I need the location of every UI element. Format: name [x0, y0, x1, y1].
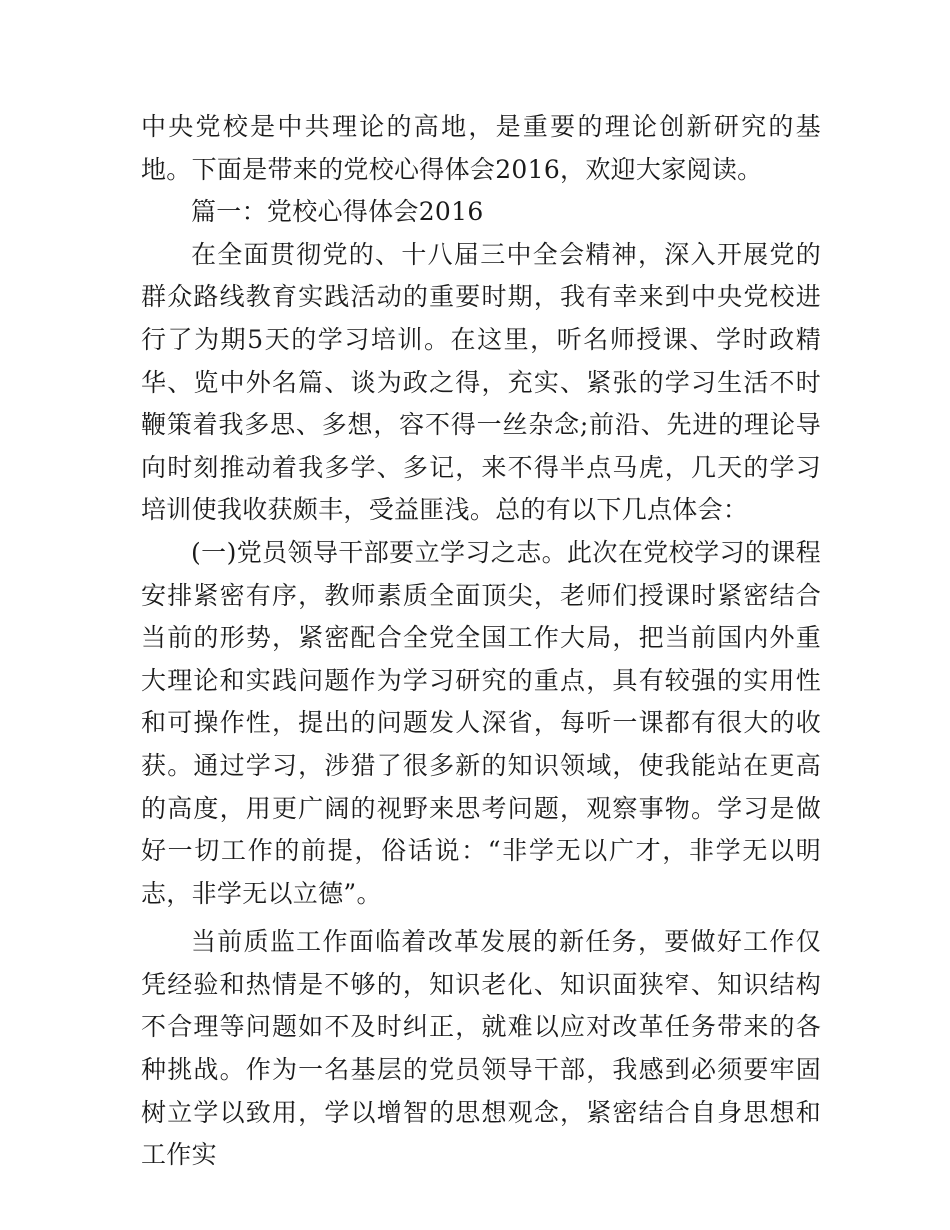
paragraph-section-heading: 篇一：党校心得体会2016 [191, 197, 484, 227]
paragraph-body: 在全面贯彻党的、十八届三中全会精神，深入开展党的群众路线教育实践活动的重要时期，我有幸来到中央党校进行了为期5天的学习培训。在这里，听名师授课、学时政精华、览中外名篇、谈为政之得，充实、紧张的学习生活不时鞭策着我多思、多想，容不得一丝杂念;前沿、先进的理论导向时刻推动着我多学、多记，来不得半点马虎，几天的学习培训使我收获颇丰，受益匪浅。总的有以下几点体会： [141, 239, 821, 525]
paragraph-point-one: (一)党员领导干部要立学习之志。此次在党校学习的课程安排紧密有序，教师素质全面顶尖，老师们授课时紧密结合当前的形势，紧密配合全党全国工作大局，把当前国内外重大理论和实践问题作为学习研究的重点，具有较强的实用性和可操作性，提出的问题发人深省，每听一课都有很大的收获。通过学习，涉猎了很多新的知识领域，使我能站在更高的高度，用更广阔的视野来思考问题，观察事物。学习是做好一切工作的前提，俗话说：“非学无以广才，非学无以明志，非学无以立德”。 [141, 537, 821, 908]
document-body [141, 106, 821, 1177]
paragraph-body: 当前质监工作面临着改革发展的新任务，要做好工作仅凭经验和热情是不够的，知识老化、知识面狭窄、知识结构不合理等问题如不及时纠正，就难以应对改革任务带来的各种挑战。作为一名基层的党员领导干部，我感到必须要牢固树立学以致用，学以增智的思想观念，紧密结合自身思想和工作实 [141, 927, 821, 1170]
paragraph-intro: 中央党校是中共理论的高地，是重要的理论创新研究的基地。下面是带来的党校心得体会2016，欢迎大家阅读。 [141, 112, 821, 184]
